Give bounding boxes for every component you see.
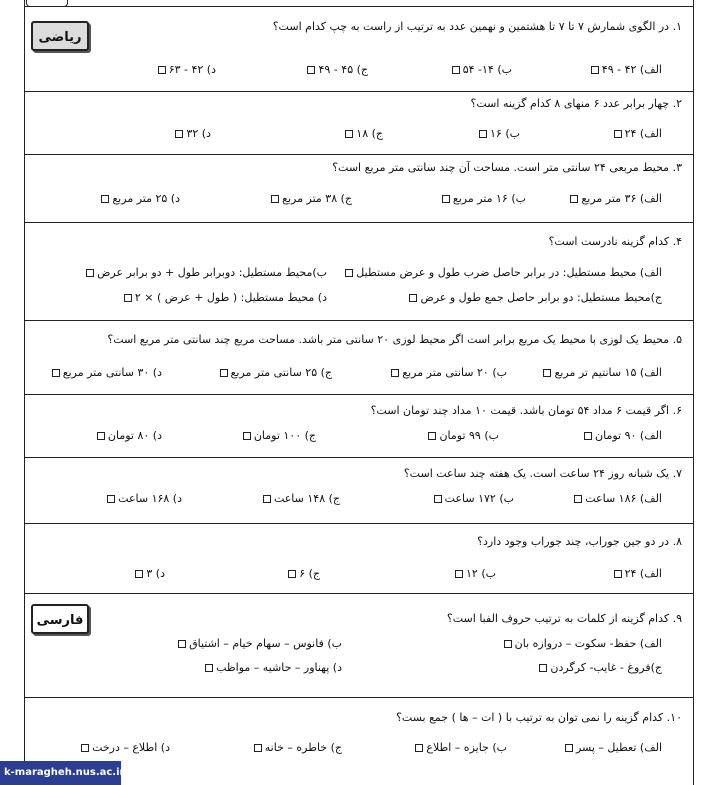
question-2-text: ۲. چهار برابر عدد ۶ منهای ۸ کدام گزینه است؟ [470, 97, 682, 110]
option-be[interactable]: ب) ۱۷۲ ساعت [431, 492, 514, 506]
top-border [24, 6, 694, 7]
checkbox[interactable] [570, 195, 578, 203]
option-alef[interactable]: الف) ۴۲ - ۴۹ [588, 63, 662, 77]
checkbox[interactable] [574, 495, 582, 503]
option-alef[interactable]: الف) ۹۰ تومان [581, 429, 662, 443]
checkbox[interactable] [124, 294, 132, 302]
checkbox[interactable] [97, 432, 105, 440]
divider [24, 457, 694, 458]
option-jim[interactable]: ج) خاطره – خانه [251, 741, 342, 755]
option-alef[interactable]: الف) ۱۵ سانتیم تر مربع [540, 366, 662, 380]
checkbox[interactable] [614, 570, 622, 578]
checkbox[interactable] [107, 495, 115, 503]
checkbox[interactable] [442, 195, 450, 203]
checkbox[interactable] [345, 130, 353, 138]
question-8-text: ۸. در دو جین جوراب، چند جوراب وجود دارد؟ [477, 535, 682, 548]
option-be[interactable]: ب) ۱۴- ۵۴ [449, 63, 512, 77]
divider [24, 593, 694, 594]
option-jim[interactable]: ج) ۱۴۸ ساعت [260, 492, 340, 506]
checkbox[interactable] [243, 432, 251, 440]
checkbox[interactable] [178, 640, 186, 648]
option-jim[interactable]: ج)فروغ - غایب- کرگردن [536, 661, 662, 675]
option-dal[interactable]: د) اطلاع – درخت [78, 741, 170, 755]
option-alef[interactable]: الف) تعطیل – پسر [562, 741, 662, 755]
checkbox[interactable] [307, 66, 315, 74]
option-be[interactable]: ب) ۱۶ [476, 127, 520, 141]
option-be[interactable]: ب)محیط مستطیل: دوبرابر طول + دو برابر عرض [83, 266, 327, 280]
checkbox[interactable] [479, 130, 487, 138]
option-dal[interactable]: د) ۴۲ - ۶۳ [155, 63, 216, 77]
checkbox[interactable] [614, 130, 622, 138]
option-dal[interactable]: د) ۱۶۸ ساعت [104, 492, 182, 506]
checkbox[interactable] [409, 294, 417, 302]
option-alef[interactable]: الف) ۱۸۶ ساعت [571, 492, 662, 506]
option-dal[interactable]: د) ۳۰ سانتی متر مربع [49, 366, 162, 380]
checkbox[interactable] [434, 495, 442, 503]
checkbox[interactable] [52, 369, 60, 377]
checkbox[interactable] [205, 664, 213, 672]
checkbox[interactable] [271, 195, 279, 203]
divider [24, 91, 694, 92]
option-jim[interactable]: ج) ۴۵ - ۴۹ [304, 63, 368, 77]
top-border-fragment [26, 0, 68, 7]
option-jim[interactable]: ج) ۲۵ سانتی متر مربع [217, 366, 332, 380]
checkbox[interactable] [543, 369, 551, 377]
question-10-text: ۱۰. کدام گزینه را نمی توان به ترتیب با ( ات – ها ) جمع بست؟ [396, 711, 682, 724]
option-be[interactable]: ب) فانوس – سهام خیام – اشتیاق [175, 637, 342, 651]
divider [24, 154, 694, 155]
option-jim[interactable]: ج) ۱۸ [342, 127, 383, 141]
option-jim[interactable]: ج) ۳۸ متر مربع [268, 192, 352, 206]
option-be[interactable]: ب) جایزه – اطلاع [412, 741, 507, 755]
option-alef[interactable]: الف) حفظ- سکوت – دروازه بان [501, 637, 662, 651]
subject-label-math: ریاضی [31, 21, 89, 51]
site-watermark: k-maragheh.nus.ac.ir [0, 761, 121, 785]
checkbox[interactable] [391, 369, 399, 377]
checkbox[interactable] [288, 570, 296, 578]
divider [24, 320, 694, 321]
checkbox[interactable] [565, 744, 573, 752]
checkbox[interactable] [175, 130, 183, 138]
checkbox[interactable] [455, 570, 463, 578]
option-alef[interactable]: الف) ۲۴ [611, 567, 662, 581]
question-4-text: ۴. کدام گزینه نادرست است؟ [548, 235, 682, 248]
checkbox[interactable] [415, 744, 423, 752]
divider [24, 394, 694, 395]
option-be[interactable]: ب) ۱۶ متر مربع [439, 192, 526, 206]
checkbox[interactable] [86, 269, 94, 277]
option-dal[interactable]: د) ۳۲ [172, 127, 211, 141]
question-6-text: ۶. اگر قیمت ۶ مداد ۵۴ تومان باشد. قیمت ۱۰ مداد چند تومان است؟ [370, 404, 682, 417]
option-dal[interactable]: د) ۲۵ متر مربع [98, 192, 180, 206]
checkbox[interactable] [220, 369, 228, 377]
checkbox[interactable] [428, 432, 436, 440]
question-7-text: ۷. یک شبانه روز ۲۴ ساعت است. یک هفته چند ساعت است؟ [403, 467, 682, 480]
question-5-text: ۵. محیط یک لوزی با محیط یک مربع برابر است اگر محیط لوزی ۲۰ سانتی متر باشد. مساحت مربع چند سانتی متر مربع است؟ [107, 333, 682, 346]
divider [24, 697, 694, 698]
checkbox[interactable] [591, 66, 599, 74]
checkbox[interactable] [452, 66, 460, 74]
option-alef[interactable]: الف) ۲۴ [611, 127, 662, 141]
option-dal[interactable]: د) ۸۰ تومان [94, 429, 162, 443]
question-1-text: ۱. در الگوی شمارش ۷ تا ۷ تا هشتمین و نهمین عدد به ترتیب از راست به چپ کدام است؟ [272, 20, 682, 33]
option-alef[interactable]: الف) محیط مستطیل: در برابر حاصل ضرب طول و عرض مستطیل [342, 266, 662, 280]
question-9-text: ۹. کدام گزینه از کلمات به ترتیب حروف الفبا است؟ [446, 612, 682, 625]
checkbox[interactable] [345, 269, 353, 277]
checkbox[interactable] [254, 744, 262, 752]
checkbox[interactable] [135, 570, 143, 578]
divider [24, 222, 694, 223]
checkbox[interactable] [584, 432, 592, 440]
divider [24, 523, 694, 524]
checkbox[interactable] [504, 640, 512, 648]
option-alef[interactable]: الف) ۳۶ متر مربع [567, 192, 662, 206]
option-be[interactable]: ب) ۲۰ سانتی متر مربع [388, 366, 507, 380]
option-jim[interactable]: ج)محیط مستطیل: دو برابر حاصل جمع طول و عرض [406, 291, 662, 305]
option-jim[interactable]: ج) ۶ [285, 567, 320, 581]
checkbox[interactable] [263, 495, 271, 503]
subject-label-persian: فارسی [31, 604, 89, 634]
option-be[interactable]: ب) ۱۲ [452, 567, 496, 581]
option-be[interactable]: ب) ۹۹ تومان [425, 429, 499, 443]
checkbox[interactable] [101, 195, 109, 203]
checkbox[interactable] [158, 66, 166, 74]
checkbox[interactable] [81, 744, 89, 752]
option-dal[interactable]: د) محیط مستطیل: ( طول + عرض ) × ۲ [121, 291, 327, 305]
option-dal[interactable]: د) ۳ [132, 567, 165, 581]
option-dal[interactable]: د) پهناور – حاشیه – مواظب [202, 661, 342, 675]
question-3-text: ۳. محیط مربعی ۲۴ سانتی متر است. مساحت آن چند سانتی متر مربع است؟ [332, 161, 682, 174]
checkbox[interactable] [539, 664, 547, 672]
option-jim[interactable]: ج) ۱۰۰ تومان [240, 429, 316, 443]
